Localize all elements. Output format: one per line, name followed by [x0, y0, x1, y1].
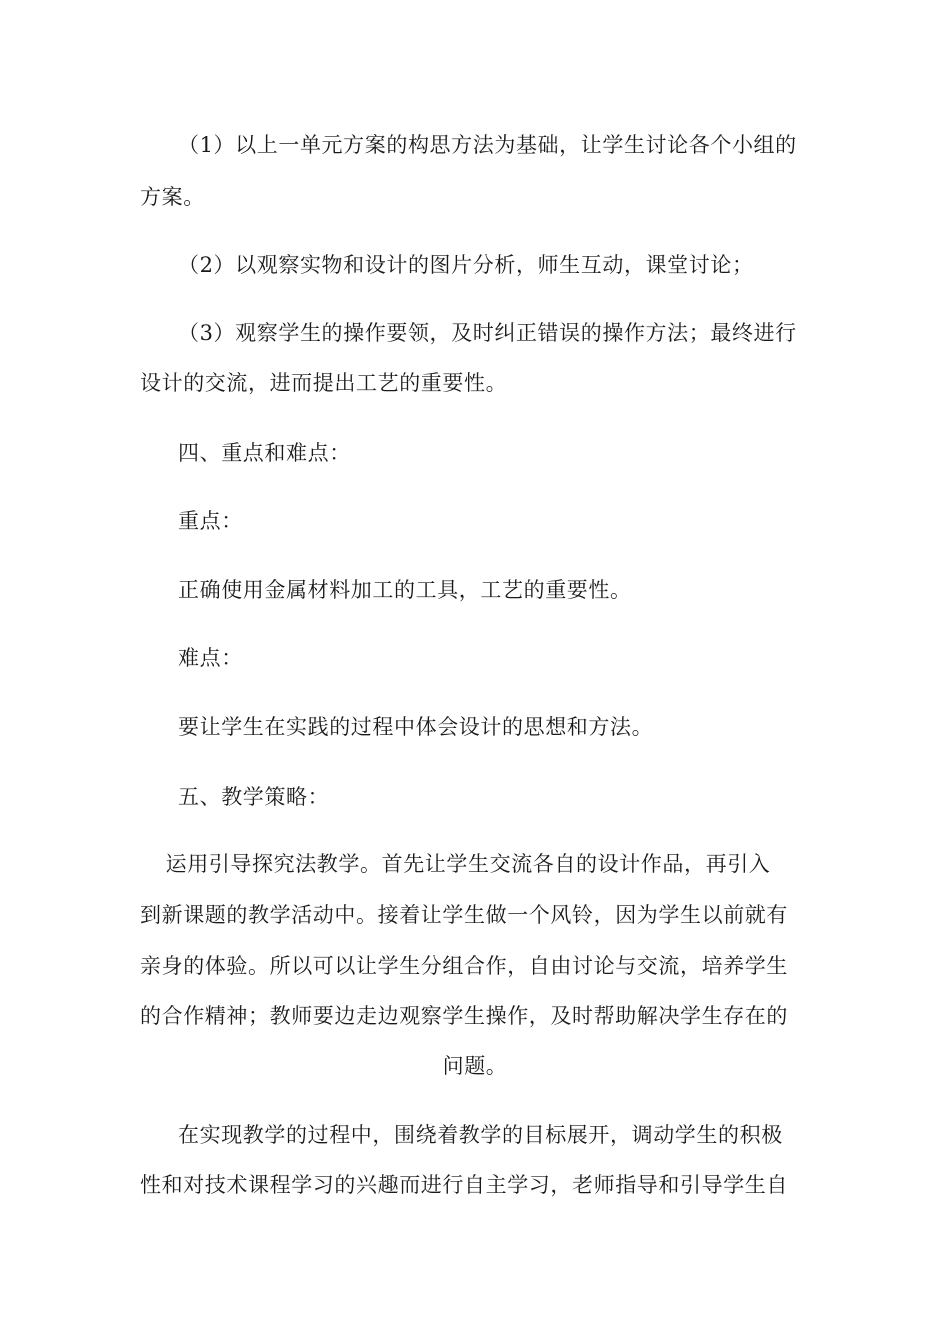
strategy-line-3: 亲身的体验。所以可以让学生分组合作，自由讨论与交流，培养学生	[140, 954, 788, 978]
difficulty-label: 难点：	[178, 646, 243, 670]
difficulty-text: 要让学生在实践的过程中体会设计的思想和方法。	[178, 715, 654, 739]
process-line-2: 性和对技术课程学习的兴趣而进行自主学习，老师指导和引导学生自	[140, 1173, 788, 1197]
strategy-line-4: 的合作精神；教师要边走边观察学生操作，及时帮助解决学生存在的	[140, 1004, 788, 1028]
section-heading-5: 五、教学策略：	[178, 785, 330, 809]
method-1-line-1: （1）以上一单元方案的构思方法为基础，让学生讨论各个小组的	[178, 133, 797, 157]
method-3-line-2: 设计的交流，进而提出工艺的重要性。	[140, 371, 508, 395]
method-2-line-1: （2）以观察实物和设计的图片分析，师生互动，课堂讨论；	[178, 253, 754, 277]
process-line-1: 在实现教学的过程中，围绕着教学的目标展开，调动学生的积极	[178, 1123, 783, 1147]
focus-text: 正确使用金属材料加工的工具，工艺的重要性。	[178, 578, 632, 602]
method-1-line-2: 方案。	[140, 185, 205, 209]
strategy-line-5: 问题。	[442, 1054, 508, 1078]
focus-label: 重点：	[178, 509, 243, 533]
section-heading-4: 四、重点和难点：	[178, 441, 351, 465]
strategy-line-2: 到新课题的教学活动中。接着让学生做一个风铃，因为学生以前就有	[140, 903, 788, 927]
strategy-line-1: 运用引导探究法教学。首先让学生交流各自的设计作品，再引入	[165, 852, 771, 876]
method-3-line-1: （3）观察学生的操作要领，及时纠正错误的操作方法；最终进行	[178, 321, 797, 345]
